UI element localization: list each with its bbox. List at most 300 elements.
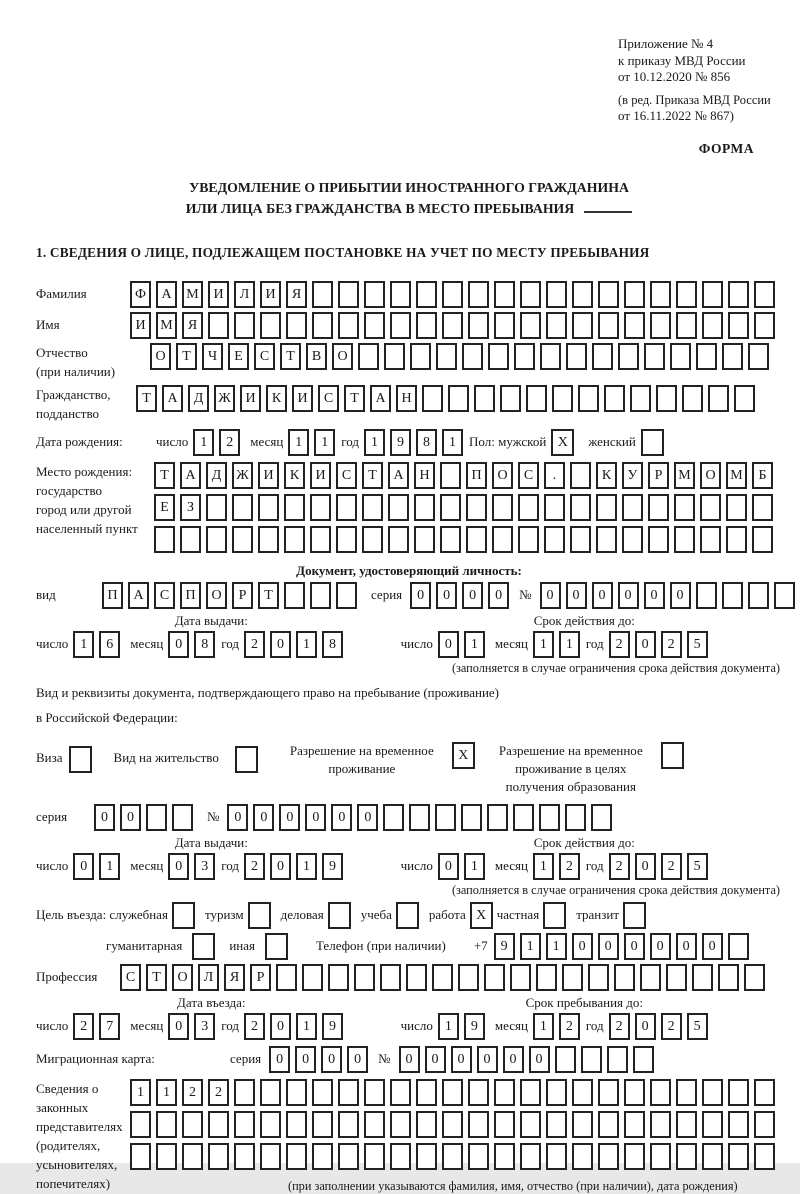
profession-cells-cell-7[interactable] xyxy=(302,964,323,991)
birth-place-cells-3-cell-10[interactable] xyxy=(414,526,435,553)
entry-year-cell-0[interactable]: 2 xyxy=(244,1013,265,1040)
surname-cells-cell-22[interactable] xyxy=(702,281,723,308)
legal-reps-cells-1-cell-21[interactable] xyxy=(676,1079,697,1106)
phone-cells-cell-9[interactable] xyxy=(728,933,749,960)
surname-cells-cell-9[interactable] xyxy=(364,281,385,308)
doc-series-cells-cell-3[interactable]: 0 xyxy=(488,582,509,609)
patronymic-cells-cell-22[interactable] xyxy=(722,343,743,370)
legal-reps-cells-1-cell-12[interactable] xyxy=(442,1079,463,1106)
birth-day-cells-cell-1[interactable]: 2 xyxy=(219,429,240,456)
given-name-cells-cell-17[interactable] xyxy=(572,312,593,339)
birth-place-cells-1-cell-10[interactable]: Н xyxy=(414,462,435,489)
citizenship-cells-cell-21[interactable] xyxy=(682,385,703,412)
legal-reps-cells-3-cell-5[interactable] xyxy=(260,1143,281,1170)
legal-reps-cells-1-cell-11[interactable] xyxy=(416,1079,437,1106)
legal-reps-cells-2-cell-22[interactable] xyxy=(702,1111,723,1138)
birth-place-cells-3-cell-20[interactable] xyxy=(674,526,695,553)
citizenship-cells-cell-20[interactable] xyxy=(656,385,677,412)
entry-year-cell-1[interactable]: 0 xyxy=(270,1013,291,1040)
residence-issue-year-cell-0[interactable]: 2 xyxy=(244,853,265,880)
surname-cells-cell-23[interactable] xyxy=(728,281,749,308)
profession-cells-cell-23[interactable] xyxy=(718,964,739,991)
residence-permit-checkbox-cell-0[interactable] xyxy=(235,746,258,773)
given-name-cells-cell-8[interactable] xyxy=(338,312,359,339)
birth-place-cells-1-cell-8[interactable]: Т xyxy=(362,462,383,489)
legal-reps-cells-1-cell-2[interactable]: 2 xyxy=(182,1079,203,1106)
birth-place-cells-3-cell-0[interactable] xyxy=(154,526,175,553)
citizenship-cells-cell-6[interactable]: И xyxy=(292,385,313,412)
legal-reps-cells-2-cell-17[interactable] xyxy=(572,1111,593,1138)
profession-cells-cell-4[interactable]: Я xyxy=(224,964,245,991)
profession-cells-cell-5[interactable]: Р xyxy=(250,964,271,991)
given-name-cells-cell-6[interactable] xyxy=(286,312,307,339)
birth-month-cells-cell-0[interactable]: 1 xyxy=(288,429,309,456)
surname-cells-cell-2[interactable]: М xyxy=(182,281,203,308)
surname-cells-cell-24[interactable] xyxy=(754,281,775,308)
birth-place-cells-1-cell-4[interactable]: И xyxy=(258,462,279,489)
legal-reps-cells-2-cell-24[interactable] xyxy=(754,1111,775,1138)
surname-cells-cell-4[interactable]: Л xyxy=(234,281,255,308)
doc-number-cells-cell-3[interactable]: 0 xyxy=(618,582,639,609)
legal-reps-cells-1-cell-20[interactable] xyxy=(650,1079,671,1106)
legal-reps-cells-2-cell-6[interactable] xyxy=(286,1111,307,1138)
sex-female-checkbox-cell-0[interactable] xyxy=(641,429,664,456)
legal-reps-cells-3-cell-6[interactable] xyxy=(286,1143,307,1170)
purpose-business-checkbox-cell-0[interactable] xyxy=(328,902,351,929)
mig-number-cells-cell-1[interactable]: 0 xyxy=(425,1046,446,1073)
res-series-cells-cell-0[interactable]: 0 xyxy=(94,804,115,831)
mig-number-cells-cell-5[interactable]: 0 xyxy=(529,1046,550,1073)
mig-number-cells-cell-3[interactable]: 0 xyxy=(477,1046,498,1073)
citizenship-cells-cell-18[interactable] xyxy=(604,385,625,412)
passport-issue-year-cell-3[interactable]: 8 xyxy=(322,631,343,658)
doc-type-cells-cell-0[interactable]: П xyxy=(102,582,123,609)
birth-year-cells-cell-2[interactable]: 8 xyxy=(416,429,437,456)
legal-reps-cells-3-cell-20[interactable] xyxy=(650,1143,671,1170)
legal-reps-cells-1-cell-19[interactable] xyxy=(624,1079,645,1106)
given-name-cells-cell-12[interactable] xyxy=(442,312,463,339)
legal-reps-cells-1-cell-8[interactable] xyxy=(338,1079,359,1106)
legal-reps-cells-3-cell-4[interactable] xyxy=(234,1143,255,1170)
profession-cells-cell-21[interactable] xyxy=(666,964,687,991)
surname-cells-cell-8[interactable] xyxy=(338,281,359,308)
residence-issue-year-cell-3[interactable]: 9 xyxy=(322,853,343,880)
birth-place-cells-3-cell-13[interactable] xyxy=(492,526,513,553)
profession-cells-cell-2[interactable]: О xyxy=(172,964,193,991)
doc-type-cells-cell-5[interactable]: Р xyxy=(232,582,253,609)
purpose-other-checkbox-cell-0[interactable] xyxy=(265,933,288,960)
entry-year-cell-3[interactable]: 9 xyxy=(322,1013,343,1040)
patronymic-cells-cell-19[interactable] xyxy=(644,343,665,370)
profession-cells-cell-17[interactable] xyxy=(562,964,583,991)
legal-reps-cells-1-cell-3[interactable]: 2 xyxy=(208,1079,229,1106)
legal-reps-cells-3-cell-23[interactable] xyxy=(728,1143,749,1170)
passport-issue-day-cell-1[interactable]: 6 xyxy=(99,631,120,658)
patronymic-cells-cell-14[interactable] xyxy=(514,343,535,370)
birth-place-cells-3-cell-17[interactable] xyxy=(596,526,617,553)
entry-day-cell-1[interactable]: 7 xyxy=(99,1013,120,1040)
legal-reps-cells-1-cell-0[interactable]: 1 xyxy=(130,1079,151,1106)
doc-type-cells-cell-4[interactable]: О xyxy=(206,582,227,609)
doc-number-cells-cell-5[interactable]: 0 xyxy=(670,582,691,609)
citizenship-cells-cell-14[interactable] xyxy=(500,385,521,412)
legal-reps-cells-2-cell-4[interactable] xyxy=(234,1111,255,1138)
legal-reps-cells-2-cell-18[interactable] xyxy=(598,1111,619,1138)
citizenship-cells-cell-12[interactable] xyxy=(448,385,469,412)
patronymic-cells-cell-3[interactable]: Е xyxy=(228,343,249,370)
doc-series-cells-cell-1[interactable]: 0 xyxy=(436,582,457,609)
birth-place-cells-3-cell-14[interactable] xyxy=(518,526,539,553)
birth-place-cells-2-cell-19[interactable] xyxy=(648,494,669,521)
citizenship-cells-cell-9[interactable]: А xyxy=(370,385,391,412)
birth-place-cells-2-cell-4[interactable] xyxy=(258,494,279,521)
mig-series-cells-cell-2[interactable]: 0 xyxy=(321,1046,342,1073)
phone-cells-cell-0[interactable]: 9 xyxy=(494,933,515,960)
profession-cells-cell-15[interactable] xyxy=(510,964,531,991)
birth-place-cells-2-cell-15[interactable] xyxy=(544,494,565,521)
birth-place-cells-3-cell-15[interactable] xyxy=(544,526,565,553)
doc-number-cells-cell-1[interactable]: 0 xyxy=(566,582,587,609)
residence-issue-day-cell-0[interactable]: 0 xyxy=(73,853,94,880)
mig-number-cells-cell-8[interactable] xyxy=(607,1046,628,1073)
doc-number-cells-cell-2[interactable]: 0 xyxy=(592,582,613,609)
legal-reps-cells-3-cell-9[interactable] xyxy=(364,1143,385,1170)
legal-reps-cells-1-cell-14[interactable] xyxy=(494,1079,515,1106)
doc-number-cells-cell-8[interactable] xyxy=(748,582,769,609)
legal-reps-cells-1-cell-18[interactable] xyxy=(598,1079,619,1106)
citizenship-cells-cell-10[interactable]: Н xyxy=(396,385,417,412)
legal-reps-cells-3-cell-1[interactable] xyxy=(156,1143,177,1170)
birth-place-cells-1-cell-22[interactable]: М xyxy=(726,462,747,489)
patronymic-cells-cell-12[interactable] xyxy=(462,343,483,370)
purpose-tourism-checkbox-cell-0[interactable] xyxy=(248,902,271,929)
birth-year-cells-cell-1[interactable]: 9 xyxy=(390,429,411,456)
citizenship-cells-cell-3[interactable]: Ж xyxy=(214,385,235,412)
citizenship-cells-cell-8[interactable]: Т xyxy=(344,385,365,412)
surname-cells-cell-5[interactable]: И xyxy=(260,281,281,308)
profession-cells-cell-20[interactable] xyxy=(640,964,661,991)
patronymic-cells-cell-2[interactable]: Ч xyxy=(202,343,223,370)
passport-issue-month-cell-1[interactable]: 8 xyxy=(194,631,215,658)
doc-type-cells-cell-7[interactable] xyxy=(284,582,305,609)
profession-cells-cell-19[interactable] xyxy=(614,964,635,991)
res-number-cells-cell-9[interactable] xyxy=(461,804,482,831)
phone-cells-cell-4[interactable]: 0 xyxy=(598,933,619,960)
legal-reps-cells-2-cell-8[interactable] xyxy=(338,1111,359,1138)
legal-reps-cells-3-cell-19[interactable] xyxy=(624,1143,645,1170)
stay-year-cell-2[interactable]: 2 xyxy=(661,1013,682,1040)
mig-series-cells-cell-1[interactable]: 0 xyxy=(295,1046,316,1073)
residence-issue-day-cell-1[interactable]: 1 xyxy=(99,853,120,880)
surname-cells-cell-7[interactable] xyxy=(312,281,333,308)
birth-place-cells-3-cell-11[interactable] xyxy=(440,526,461,553)
legal-reps-cells-2-cell-9[interactable] xyxy=(364,1111,385,1138)
phone-cells-cell-8[interactable]: 0 xyxy=(702,933,723,960)
profession-cells-cell-1[interactable]: Т xyxy=(146,964,167,991)
legal-reps-cells-3-cell-21[interactable] xyxy=(676,1143,697,1170)
legal-reps-cells-1-cell-17[interactable] xyxy=(572,1079,593,1106)
birth-place-cells-2-cell-12[interactable] xyxy=(466,494,487,521)
profession-cells-cell-9[interactable] xyxy=(354,964,375,991)
res-series-cells-cell-1[interactable]: 0 xyxy=(120,804,141,831)
res-number-cells-cell-11[interactable] xyxy=(513,804,534,831)
passport-valid-day-cell-0[interactable]: 0 xyxy=(438,631,459,658)
res-number-cells-cell-4[interactable]: 0 xyxy=(331,804,352,831)
passport-valid-month-cell-0[interactable]: 1 xyxy=(533,631,554,658)
patronymic-cells-cell-16[interactable] xyxy=(566,343,587,370)
visa-checkbox-cell-0[interactable] xyxy=(69,746,92,773)
patronymic-cells-cell-1[interactable]: Т xyxy=(176,343,197,370)
purpose-official-checkbox-cell-0[interactable] xyxy=(172,902,195,929)
profession-cells-cell-3[interactable]: Л xyxy=(198,964,219,991)
passport-issue-year-cell-0[interactable]: 2 xyxy=(244,631,265,658)
citizenship-cells-cell-2[interactable]: Д xyxy=(188,385,209,412)
birth-month-cells-cell-1[interactable]: 1 xyxy=(314,429,335,456)
birth-place-cells-3-cell-1[interactable] xyxy=(180,526,201,553)
legal-reps-cells-3-cell-15[interactable] xyxy=(520,1143,541,1170)
legal-reps-cells-1-cell-10[interactable] xyxy=(390,1079,411,1106)
passport-valid-year-cell-0[interactable]: 2 xyxy=(609,631,630,658)
stay-month-cell-0[interactable]: 1 xyxy=(533,1013,554,1040)
citizenship-cells-cell-23[interactable] xyxy=(734,385,755,412)
given-name-cells-cell-18[interactable] xyxy=(598,312,619,339)
profession-cells-cell-8[interactable] xyxy=(328,964,349,991)
surname-cells-cell-13[interactable] xyxy=(468,281,489,308)
legal-reps-cells-2-cell-5[interactable] xyxy=(260,1111,281,1138)
profession-cells-cell-6[interactable] xyxy=(276,964,297,991)
birth-place-cells-1-cell-21[interactable]: О xyxy=(700,462,721,489)
phone-cells-cell-3[interactable]: 0 xyxy=(572,933,593,960)
birth-place-cells-2-cell-14[interactable] xyxy=(518,494,539,521)
birth-place-cells-2-cell-18[interactable] xyxy=(622,494,643,521)
phone-cells-cell-7[interactable]: 0 xyxy=(676,933,697,960)
mig-number-cells-cell-0[interactable]: 0 xyxy=(399,1046,420,1073)
legal-reps-cells-2-cell-15[interactable] xyxy=(520,1111,541,1138)
passport-issue-year-cell-2[interactable]: 1 xyxy=(296,631,317,658)
surname-cells-cell-15[interactable] xyxy=(520,281,541,308)
doc-type-cells-cell-9[interactable] xyxy=(336,582,357,609)
citizenship-cells-cell-0[interactable]: Т xyxy=(136,385,157,412)
given-name-cells-cell-15[interactable] xyxy=(520,312,541,339)
given-name-cells-cell-5[interactable] xyxy=(260,312,281,339)
birth-place-cells-3-cell-5[interactable] xyxy=(284,526,305,553)
stay-day-cell-1[interactable]: 9 xyxy=(464,1013,485,1040)
birth-place-cells-2-cell-0[interactable]: Е xyxy=(154,494,175,521)
birth-place-cells-1-cell-7[interactable]: С xyxy=(336,462,357,489)
residence-valid-month-cell-1[interactable]: 2 xyxy=(559,853,580,880)
legal-reps-cells-3-cell-11[interactable] xyxy=(416,1143,437,1170)
legal-reps-cells-2-cell-20[interactable] xyxy=(650,1111,671,1138)
legal-reps-cells-1-cell-22[interactable] xyxy=(702,1079,723,1106)
stay-year-cell-0[interactable]: 2 xyxy=(609,1013,630,1040)
citizenship-cells-cell-19[interactable] xyxy=(630,385,651,412)
given-name-cells-cell-9[interactable] xyxy=(364,312,385,339)
purpose-transit-checkbox-cell-0[interactable] xyxy=(623,902,646,929)
birth-place-cells-1-cell-18[interactable]: У xyxy=(622,462,643,489)
surname-cells-cell-11[interactable] xyxy=(416,281,437,308)
residence-valid-day-cell-1[interactable]: 1 xyxy=(464,853,485,880)
residence-issue-month-cell-0[interactable]: 0 xyxy=(168,853,189,880)
given-name-cells-cell-20[interactable] xyxy=(650,312,671,339)
passport-issue-year-cell-1[interactable]: 0 xyxy=(270,631,291,658)
birth-place-cells-2-cell-8[interactable] xyxy=(362,494,383,521)
surname-cells-cell-18[interactable] xyxy=(598,281,619,308)
birth-year-cells-cell-0[interactable]: 1 xyxy=(364,429,385,456)
doc-type-cells-cell-8[interactable] xyxy=(310,582,331,609)
birth-place-cells-1-cell-13[interactable]: О xyxy=(492,462,513,489)
legal-reps-cells-3-cell-14[interactable] xyxy=(494,1143,515,1170)
patronymic-cells-cell-15[interactable] xyxy=(540,343,561,370)
legal-reps-cells-2-cell-21[interactable] xyxy=(676,1111,697,1138)
citizenship-cells-cell-22[interactable] xyxy=(708,385,729,412)
birth-place-cells-1-cell-15[interactable]: . xyxy=(544,462,565,489)
patronymic-cells-cell-9[interactable] xyxy=(384,343,405,370)
birth-place-cells-2-cell-23[interactable] xyxy=(752,494,773,521)
patronymic-cells-cell-7[interactable]: О xyxy=(332,343,353,370)
mig-series-cells-cell-3[interactable]: 0 xyxy=(347,1046,368,1073)
profession-cells-cell-11[interactable] xyxy=(406,964,427,991)
entry-month-cell-1[interactable]: 3 xyxy=(194,1013,215,1040)
given-name-cells-cell-3[interactable] xyxy=(208,312,229,339)
patronymic-cells-cell-17[interactable] xyxy=(592,343,613,370)
mig-number-cells-cell-9[interactable] xyxy=(633,1046,654,1073)
surname-cells-cell-3[interactable]: И xyxy=(208,281,229,308)
phone-cells-cell-1[interactable]: 1 xyxy=(520,933,541,960)
surname-cells-cell-20[interactable] xyxy=(650,281,671,308)
purpose-humanitarian-checkbox-cell-0[interactable] xyxy=(192,933,215,960)
legal-reps-cells-2-cell-16[interactable] xyxy=(546,1111,567,1138)
birth-place-cells-3-cell-9[interactable] xyxy=(388,526,409,553)
given-name-cells-cell-19[interactable] xyxy=(624,312,645,339)
phone-cells-cell-5[interactable]: 0 xyxy=(624,933,645,960)
patronymic-cells-cell-20[interactable] xyxy=(670,343,691,370)
profession-cells-cell-18[interactable] xyxy=(588,964,609,991)
citizenship-cells-cell-1[interactable]: А xyxy=(162,385,183,412)
given-name-cells-cell-4[interactable] xyxy=(234,312,255,339)
given-name-cells-cell-14[interactable] xyxy=(494,312,515,339)
birth-place-cells-3-cell-19[interactable] xyxy=(648,526,669,553)
birth-place-cells-1-cell-5[interactable]: К xyxy=(284,462,305,489)
patronymic-cells-cell-13[interactable] xyxy=(488,343,509,370)
res-series-cells-cell-3[interactable] xyxy=(172,804,193,831)
given-name-cells-cell-21[interactable] xyxy=(676,312,697,339)
surname-cells-cell-19[interactable] xyxy=(624,281,645,308)
passport-valid-year-cell-2[interactable]: 2 xyxy=(661,631,682,658)
doc-number-cells-cell-4[interactable]: 0 xyxy=(644,582,665,609)
doc-type-cells-cell-2[interactable]: С xyxy=(154,582,175,609)
mig-number-cells-cell-7[interactable] xyxy=(581,1046,602,1073)
birth-place-cells-2-cell-20[interactable] xyxy=(674,494,695,521)
birth-place-cells-3-cell-6[interactable] xyxy=(310,526,331,553)
legal-reps-cells-2-cell-12[interactable] xyxy=(442,1111,463,1138)
res-number-cells-cell-8[interactable] xyxy=(435,804,456,831)
birth-place-cells-1-cell-0[interactable]: Т xyxy=(154,462,175,489)
res-number-cells-cell-13[interactable] xyxy=(565,804,586,831)
phone-cells-cell-6[interactable]: 0 xyxy=(650,933,671,960)
citizenship-cells-cell-15[interactable] xyxy=(526,385,547,412)
legal-reps-cells-2-cell-10[interactable] xyxy=(390,1111,411,1138)
res-number-cells-cell-12[interactable] xyxy=(539,804,560,831)
passport-valid-month-cell-1[interactable]: 1 xyxy=(559,631,580,658)
legal-reps-cells-2-cell-3[interactable] xyxy=(208,1111,229,1138)
birth-place-cells-2-cell-13[interactable] xyxy=(492,494,513,521)
legal-reps-cells-1-cell-7[interactable] xyxy=(312,1079,333,1106)
birth-day-cells-cell-0[interactable]: 1 xyxy=(193,429,214,456)
given-name-cells-cell-23[interactable] xyxy=(728,312,749,339)
patronymic-cells-cell-18[interactable] xyxy=(618,343,639,370)
birth-place-cells-2-cell-9[interactable] xyxy=(388,494,409,521)
legal-reps-cells-3-cell-2[interactable] xyxy=(182,1143,203,1170)
legal-reps-cells-1-cell-1[interactable]: 1 xyxy=(156,1079,177,1106)
doc-series-cells-cell-0[interactable]: 0 xyxy=(410,582,431,609)
residence-issue-year-cell-1[interactable]: 0 xyxy=(270,853,291,880)
residence-valid-month-cell-0[interactable]: 1 xyxy=(533,853,554,880)
given-name-cells-cell-7[interactable] xyxy=(312,312,333,339)
doc-number-cells-cell-7[interactable] xyxy=(722,582,743,609)
legal-reps-cells-1-cell-13[interactable] xyxy=(468,1079,489,1106)
legal-reps-cells-3-cell-17[interactable] xyxy=(572,1143,593,1170)
res-number-cells-cell-7[interactable] xyxy=(409,804,430,831)
res-number-cells-cell-6[interactable] xyxy=(383,804,404,831)
doc-number-cells-cell-0[interactable]: 0 xyxy=(540,582,561,609)
birth-place-cells-2-cell-2[interactable] xyxy=(206,494,227,521)
residence-valid-year-cell-3[interactable]: 5 xyxy=(687,853,708,880)
birth-place-cells-3-cell-3[interactable] xyxy=(232,526,253,553)
birth-place-cells-3-cell-2[interactable] xyxy=(206,526,227,553)
surname-cells-cell-14[interactable] xyxy=(494,281,515,308)
legal-reps-cells-1-cell-4[interactable] xyxy=(234,1079,255,1106)
birth-place-cells-1-cell-23[interactable]: Б xyxy=(752,462,773,489)
legal-reps-cells-1-cell-16[interactable] xyxy=(546,1079,567,1106)
mig-number-cells-cell-6[interactable] xyxy=(555,1046,576,1073)
legal-reps-cells-3-cell-24[interactable] xyxy=(754,1143,775,1170)
legal-reps-cells-2-cell-0[interactable] xyxy=(130,1111,151,1138)
surname-cells-cell-17[interactable] xyxy=(572,281,593,308)
citizenship-cells-cell-16[interactable] xyxy=(552,385,573,412)
surname-cells-cell-6[interactable]: Я xyxy=(286,281,307,308)
sex-male-checkbox-cell-0[interactable]: X xyxy=(551,429,574,456)
residence-issue-month-cell-1[interactable]: 3 xyxy=(194,853,215,880)
citizenship-cells-cell-13[interactable] xyxy=(474,385,495,412)
given-name-cells-cell-0[interactable]: И xyxy=(130,312,151,339)
patronymic-cells-cell-21[interactable] xyxy=(696,343,717,370)
given-name-cells-cell-22[interactable] xyxy=(702,312,723,339)
profession-cells-cell-12[interactable] xyxy=(432,964,453,991)
birth-place-cells-2-cell-22[interactable] xyxy=(726,494,747,521)
birth-place-cells-1-cell-19[interactable]: Р xyxy=(648,462,669,489)
birth-place-cells-1-cell-12[interactable]: П xyxy=(466,462,487,489)
stay-year-cell-1[interactable]: 0 xyxy=(635,1013,656,1040)
residence-issue-year-cell-2[interactable]: 1 xyxy=(296,853,317,880)
given-name-cells-cell-10[interactable] xyxy=(390,312,411,339)
res-number-cells-cell-3[interactable]: 0 xyxy=(305,804,326,831)
res-number-cells-cell-5[interactable]: 0 xyxy=(357,804,378,831)
residence-valid-year-cell-2[interactable]: 2 xyxy=(661,853,682,880)
entry-month-cell-0[interactable]: 0 xyxy=(168,1013,189,1040)
passport-valid-year-cell-1[interactable]: 0 xyxy=(635,631,656,658)
patronymic-cells-cell-4[interactable]: С xyxy=(254,343,275,370)
birth-place-cells-3-cell-21[interactable] xyxy=(700,526,721,553)
birth-place-cells-2-cell-3[interactable] xyxy=(232,494,253,521)
legal-reps-cells-3-cell-18[interactable] xyxy=(598,1143,619,1170)
legal-reps-cells-2-cell-13[interactable] xyxy=(468,1111,489,1138)
birth-place-cells-2-cell-21[interactable] xyxy=(700,494,721,521)
res-number-cells-cell-10[interactable] xyxy=(487,804,508,831)
birth-place-cells-3-cell-22[interactable] xyxy=(726,526,747,553)
legal-reps-cells-3-cell-10[interactable] xyxy=(390,1143,411,1170)
birth-place-cells-2-cell-7[interactable] xyxy=(336,494,357,521)
purpose-private-checkbox-cell-0[interactable] xyxy=(543,902,566,929)
